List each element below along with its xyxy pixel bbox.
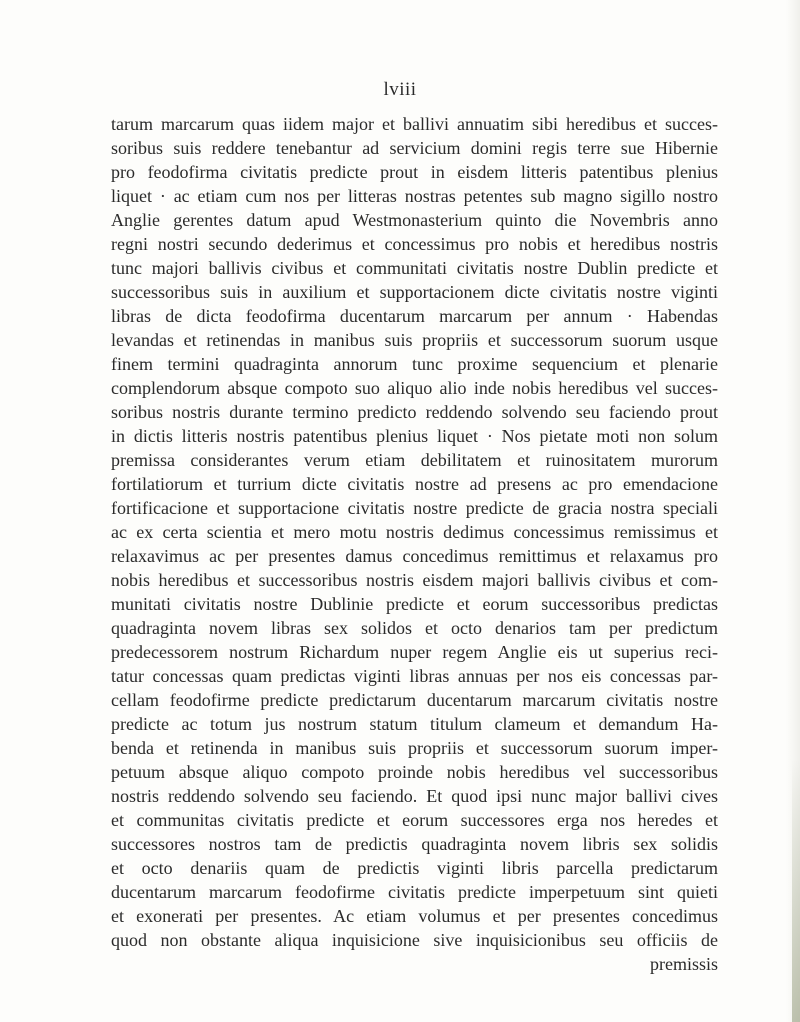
text-line: successores nostros tam de predictis quadraginta novem libris sex solidis [111,834,718,854]
page-number: lviii [383,79,417,100]
text-line: et octo denariis quam de predictis viginti libris parcella predictarum [111,858,718,878]
body-text [111,112,718,976]
text-line: predicte ac totum jus nostrum statum titulum clameum et demandum Ha- [111,714,718,734]
text-line: ducentarum marcarum feodofirme civitatis predicte imperpetuum sint quieti [111,882,718,902]
text-line: premissa considerantes verum etiam debilitatem et ruinositatem murorum [111,450,718,470]
text-line: relaxavimus ac per presentes damus concedimus remittimus et relaxamus pro [111,546,718,566]
text-line: finem termini quadraginta annorum tunc proxime sequencium et plenarie [111,354,718,374]
text-line: premissis [649,954,718,974]
text-line: libras de dicta feodofirma ducentarum marcarum per annum · Habendas [111,306,718,326]
text-line: tatur concessas quam predictas viginti libras annuas per nos eis concessas par- [111,666,718,686]
text-line: fortificacione et supportacione civitatis nostre predicte de gracia nostra speciali [111,498,718,518]
text-line: quadraginta novem libras sex solidos et octo denarios tam per predictum [111,618,718,638]
text-line: soribus suis reddere tenebantur ad servicium domini regis terre sue Hibernie [111,138,718,158]
page-edge-shadow [786,0,800,1022]
text-line: fortilatiorum et turrium dicte civitatis nostre ad presens ac pro emendacione [111,474,718,494]
text-line: cellam feodofirme predicte predictarum ducentarum marcarum civitatis nostre [111,690,718,710]
text-line: levandas et retinendas in manibus suis propriis et successorum suorum usque [111,330,718,350]
text-line: Anglie gerentes datum apud Westmonasterium quinto die Novembris anno [111,210,718,230]
text-line: tarum marcarum quas iidem major et ballivi annuatim sibi heredibus et succes- [111,114,718,134]
text-line: tunc majori ballivis civibus et communitati civitatis nostre Dublin predicte et [111,258,718,278]
text-line: regni nostri secundo dederimus et concessimus pro nobis et heredibus nostris [111,234,718,254]
text-line: nostris reddendo solvendo seu faciendo. Et quod ipsi nunc major ballivi cives [111,786,718,806]
text-line: soribus nostris durante termino predicto reddendo solvendo seu faciendo prout [111,402,718,422]
text-line: petuum absque aliquo compoto proinde nobis heredibus vel successoribus [111,762,718,782]
text-line: ac ex certa scientia et mero motu nostris dedimus concessimus remissimus et [111,522,718,542]
text-line: et communitas civitatis predicte et eorum successores erga nos heredes et [111,810,718,830]
text-line: nobis heredibus et successoribus nostris eisdem majori ballivis civibus et com- [111,570,718,590]
text-line: predecessorem nostrum Richardum nuper regem Anglie eis ut superius reci- [111,642,718,662]
text-line: quod non obstante aliqua inquisicione sive inquisicionibus seu officiis de [111,930,718,950]
text-line: munitati civitatis nostre Dublinie predicte et eorum successoribus predictas [111,594,718,614]
text-line: pro feodofirma civitatis predicte prout in eisdem litteris patentibus plenius [111,162,718,182]
text-line: successoribus suis in auxilium et supportacionem dicte civitatis nostre viginti [111,282,718,302]
text-line: liquet · ac etiam cum nos per litteras nostras petentes sub magno sigillo nostro [111,186,718,206]
text-line: benda et retinenda in manibus suis propriis et successorum suorum imper- [111,738,718,758]
text-line: in dictis litteris nostris patentibus plenius liquet · Nos pietate moti non solum [111,426,718,446]
text-line: et exonerati per presentes. Ac etiam volumus et per presentes concedimus [111,906,718,926]
text-line: complendorum absque compoto suo aliquo alio inde nobis heredibus vel succes- [111,378,718,398]
